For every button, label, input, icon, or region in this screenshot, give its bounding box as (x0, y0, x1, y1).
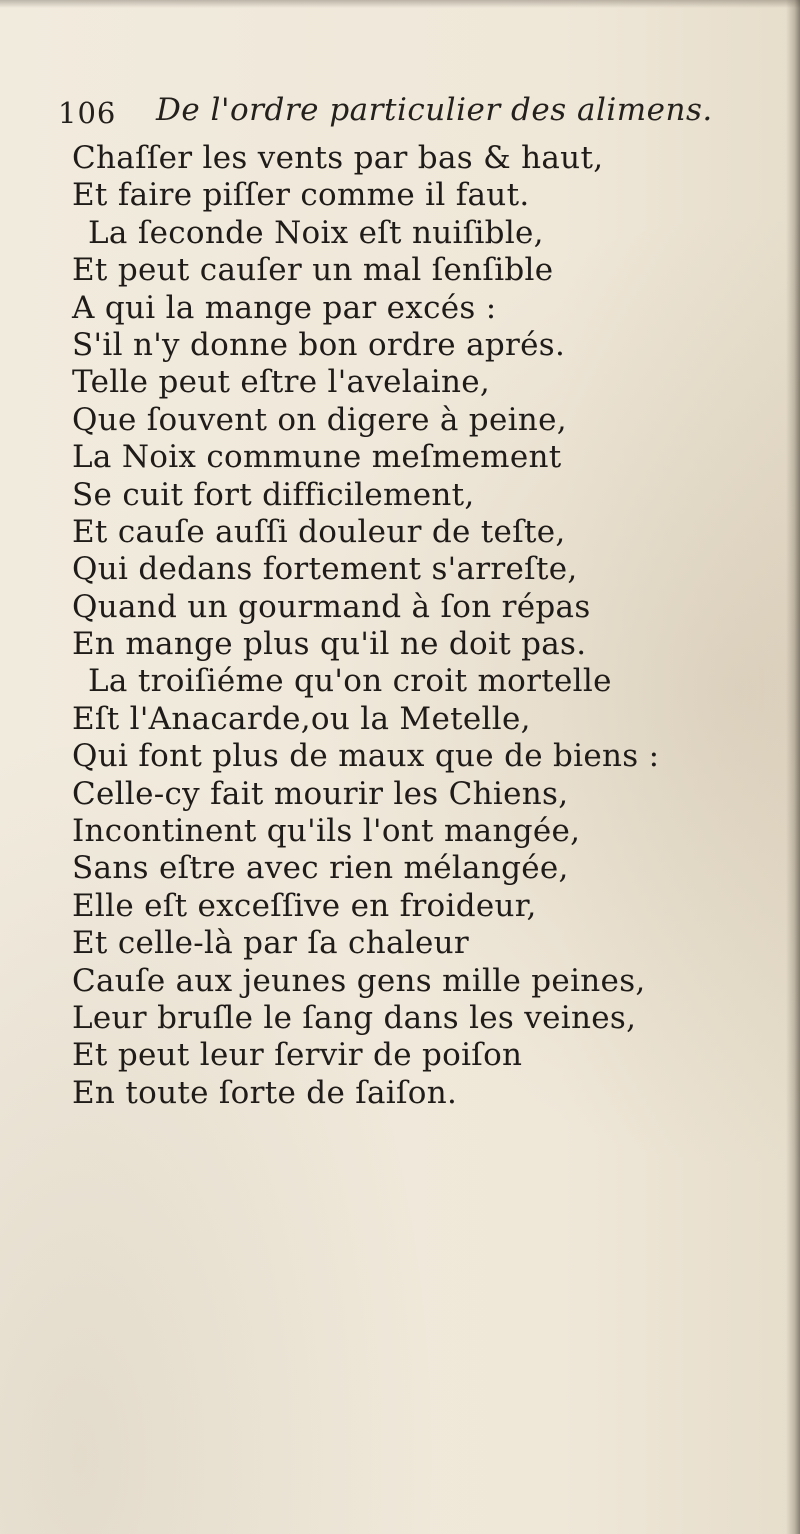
verse-line: En toute ſorte de ſaiſon. (72, 1074, 458, 1111)
verse-line: Telle peut eſtre l'avelaine, (72, 364, 491, 401)
verse-line: La troiſiéme qu'on croit mortelle (88, 663, 612, 700)
poem-text (72, 140, 732, 1112)
verse-line: Quand un gourmand à ſon répas (72, 588, 591, 625)
verse-line: Qui font plus de maux que de biens : (72, 738, 660, 775)
verse-line: Et celle-là par ſa chaleur (72, 925, 470, 962)
page-top-edge-shadow (0, 0, 800, 8)
verse-line: Eſt l'Anacarde,ou la Metelle, (72, 700, 531, 737)
verse-line: A qui la mange par excés : (72, 289, 497, 326)
verse-line: Et peut leur ſervir de poiſon (72, 1037, 523, 1074)
page-header (58, 92, 758, 136)
verse-line: Et faire piſſer comme il faut. (72, 177, 530, 214)
verse-line: Elle eſt exceſſive en froideur, (72, 887, 537, 924)
verse-line: Celle-cy fait mourir les Chiens, (72, 775, 569, 812)
verse-line: Incontinent qu'ils l'ont mangée, (72, 813, 581, 850)
verse-line: Chaſſer les vents par bas & haut, (72, 140, 604, 176)
page-number: 106 (58, 96, 117, 130)
verse-line: La ſeconde Noix eſt nuiſible, (88, 214, 544, 251)
verse-line: S'il n'y donne bon ordre aprés. (72, 326, 566, 363)
verse-line: Sans eſtre avec rien mélangée, (72, 850, 569, 887)
verse-line: Et peut cauſer un mal ſenſible (72, 252, 554, 289)
verse-line: Qui dedans fortement s'arreſte, (72, 551, 578, 588)
verse-line: Que ſouvent on digere à peine, (72, 401, 567, 438)
verse-line: Cauſe aux jeunes gens mille peines, (72, 962, 646, 999)
verse-line: Leur bruſle le ſang dans les veines, (72, 999, 637, 1036)
verse-line: Et cauſe auſſi douleur de teſte, (72, 513, 566, 550)
verse-line: La Noix commune meſmement (72, 439, 562, 476)
running-title: De l'ordre particulier des alimens. (156, 92, 713, 128)
page-right-edge-shadow (786, 0, 800, 1534)
verse-line: En mange plus qu'il ne doit pas. (72, 626, 587, 663)
verse-line: Se cuit fort difficilement, (72, 476, 475, 513)
